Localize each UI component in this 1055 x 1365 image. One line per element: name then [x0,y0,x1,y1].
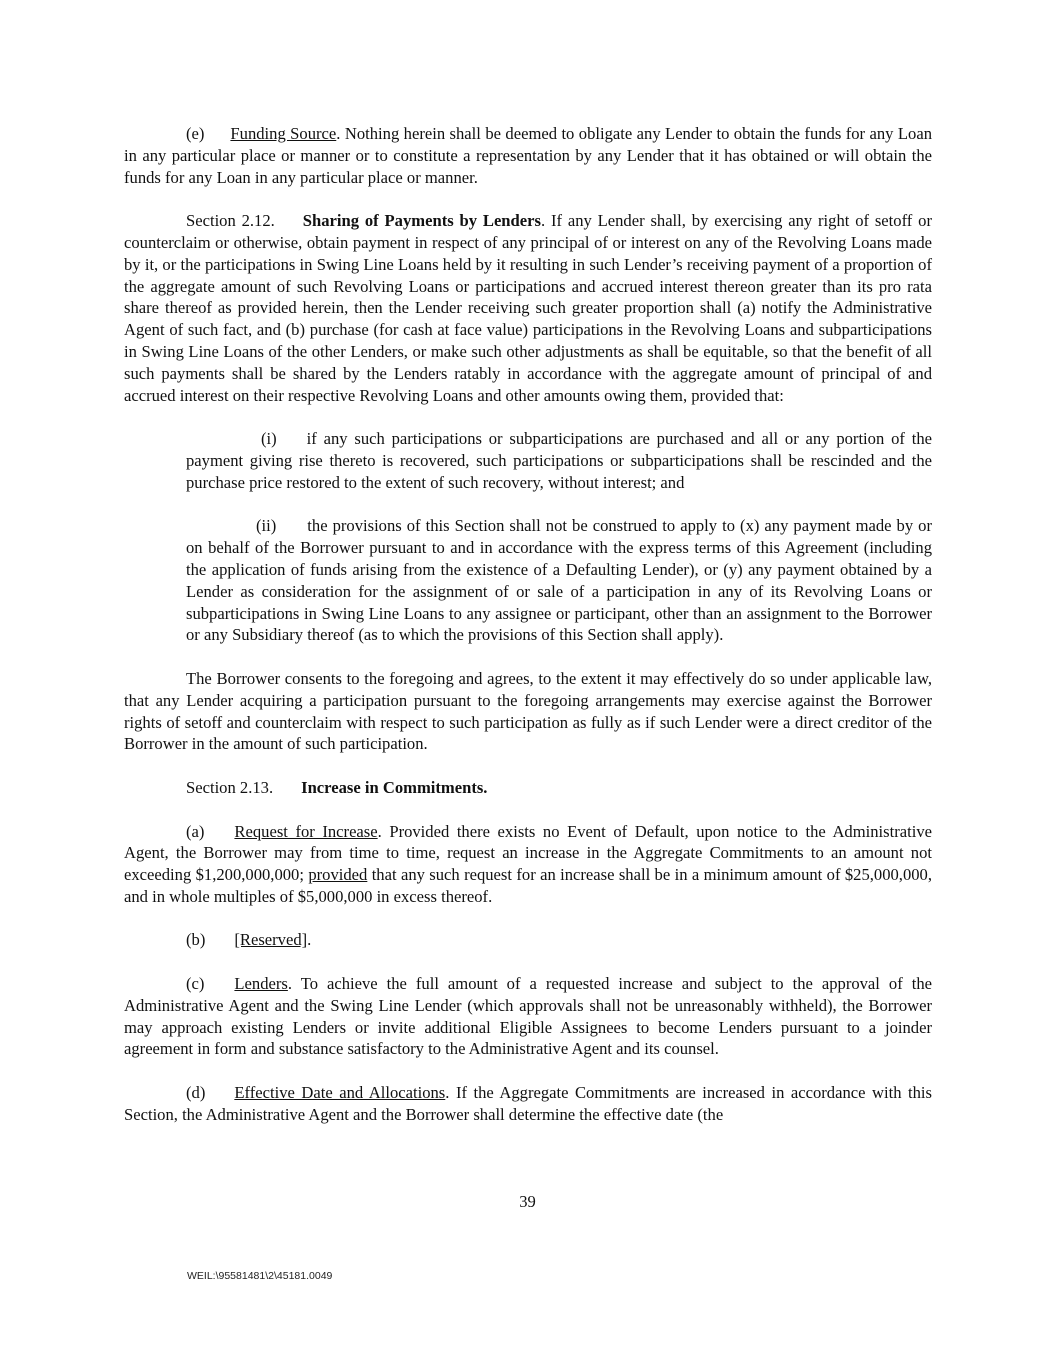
section-title: Sharing of Payments by Lenders [302,211,541,231]
section-text: . If any Lender shall, by exercising any right of setoff or counterclaim or otherwise, obtain payment in respect of any principal of or interest on any of the Revolving Loans made by it, or the participations in Swing Line Loans held by it resulting in such Lender’s receiving payment of a proportion of the aggregate amount of such Revolving Loans or participations and accrued interest thereon greater than its pro rata share thereof as provided herein, then the Lender receiving such greater proportion shall (a) notify the Administrative Agent of such fact, and (b) purchase (for cash at face value) participations in the Revolving Loans and subparticipations in Swing Line Loans of the other Lenders, or make such other adjustments as shall be equitable, so that the benefit of all such payments shall be shared by the Lenders ratably in accordance with the aggregate amount of principal of and accrued interest on their respective Revolving Loans and other amounts owing them, provided that: [124,211,932,405]
paragraph-heading: Lenders [234,974,288,994]
paragraph-text: . To achieve the full amount of a requested increase and subject to the approval of the Administrative Agent and the Swing Line Lender (which approvals shall not be unreasonably withheld), the Borrower may approach existing Lenders or invite additional Eligible Assignees to become Lenders pursuant to a joinder agreement in form and substance satisfactory to the Administrative Agent and its counsel. [124,974,932,1059]
section-2-13-heading [124,777,932,799]
subclause-marker: (i) [261,429,277,449]
paragraph-text: . Nothing herein shall be deemed to obligate any Lender to obtain the funds for any Loan in any particular place or manner or to constitute a representation by any Lender that it has obtained or will obtain the funds for any Loan in any particular place or manner. [124,124,932,187]
subclause-ii [186,515,932,646]
paragraph-d-effective-date [124,1082,932,1126]
paragraph-text: . If the Aggregate Commitments are increased in accordance with this Section, the Administrative Agent and the Borrower shall determine the effective date (the [124,1083,933,1124]
subclause-i [186,428,932,493]
subclause-marker: (ii) [256,516,277,536]
subclause-text: if any such participations or subparticipations are purchased and all or any portion of the payment giving rise thereto is recovered, such participations or subparticipations shall be rescinded and the purchase price restored to the extent of such recovery, without interest; and [186,429,932,492]
paragraph-e-funding-source [124,123,932,188]
paragraph-marker: (a) [186,821,205,841]
paragraph-marker: (d) [186,1083,206,1103]
document-footer-reference: WEIL:\95581481\2\45181.0049 [187,1270,333,1282]
paragraph-c-lenders [124,973,932,1060]
paragraph-text: . Provided there exists no Event of Default, upon notice to the Administrative Agent, the Borrower may from time to time, request an increase in the Aggregate Commitments to an amount not exceeding $1,200,000,000; [124,821,932,885]
section-title: Increase in Commitments. [301,777,488,797]
document-body [124,123,932,1126]
provided-term: provided [308,865,368,885]
paragraph-marker: (b) [186,930,206,950]
paragraph-b-reserved [124,929,932,951]
section-number: Section 2.12. [186,211,275,231]
paragraph-marker: (e) [186,124,205,143]
paragraph-a-request-for-increase [124,821,932,908]
paragraph-text: . [307,930,312,950]
page-number: 39 [519,1192,536,1211]
paragraph-heading: [Reserved] [234,930,308,950]
paragraph-heading: Request for Increase [234,821,378,841]
paragraph-text-continued: that any such request for an increase shall be in a minimum amount of $25,000,000, and in whole multiples of $5,000,000 in excess thereof. [124,865,932,906]
section-2-12 [124,210,932,406]
subclause-text: the provisions of this Section shall not be construed to apply to (x) any payment made by or on behalf of the Borrower pursuant to and in accordance with the express terms of this Agreement (including the application of funds arising from the existence of a Defaulting Lender), or (y) any payment obtained by a Lender as consideration for the assignment of or sale of a participation in any of its Revolving Loans or subparticipations in Swing Line Loans to any assignee or participant, other than an assignment to the Borrower or any Subsidiary thereof (as to which the provisions of this Section shall apply). [186,516,932,645]
paragraph-marker: (c) [186,974,205,994]
section-2-12-closing: The Borrower consents to the foregoing and agrees, to the extent it may effectively do so under applicable law, that any Lender acquiring a participation pursuant to the foregoing arrangements may exercise against the Borrower rights of setoff and counterclaim with respect to such participation as fully as if such Lender were a direct creditor of the Borrower in the amount of such participation. [124,668,932,754]
paragraph-heading: Effective Date and Allocations [234,1083,446,1103]
section-number: Section 2.13. [186,777,274,797]
paragraph-heading: Funding Source [230,124,337,143]
